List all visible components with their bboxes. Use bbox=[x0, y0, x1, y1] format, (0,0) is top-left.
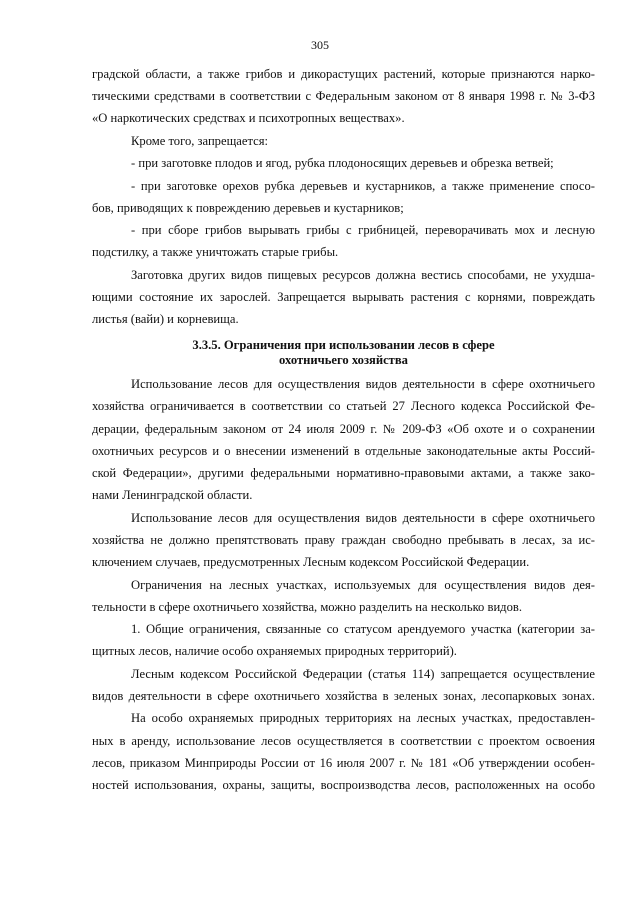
text-line: - при заготовке плодов и ягод, рубка плодоносящих деревьев и обрезка ветвей; bbox=[131, 156, 554, 170]
text-line: тельности в сфере охотничьего хозяйства, можно разделить на несколько видов. bbox=[92, 600, 522, 614]
text-line: На особо охраняемых природных территориях на лесных участках, предоставлен- bbox=[131, 711, 595, 725]
section-heading-line: охотничьего хозяйства bbox=[279, 353, 408, 367]
text-line: ностей использования, охраны, защиты, воспроизводства лесов, расположенных на особо bbox=[92, 778, 595, 792]
text-line: «О наркотических средствах и психотропных веществах». bbox=[92, 111, 405, 125]
text-line: Заготовка других видов пищевых ресурсов должна вестись способами, не ухудша- bbox=[131, 268, 595, 282]
page-number: 305 bbox=[311, 38, 329, 52]
text-line: ской Федерации», другими федеральными нормативно-правовыми актами, а также зако- bbox=[92, 466, 595, 480]
text-line: тическими средствами в соответствии с Федеральным законом от 8 января 1998 г. № 3-ФЗ bbox=[92, 89, 595, 103]
text-line: дерации, федеральным законом от 24 июля 2009 г. № 209-ФЗ «Об охоте и о сохранении bbox=[92, 422, 595, 436]
text-line: Кроме того, запрещается: bbox=[131, 134, 268, 148]
text-line: - при заготовке орехов рубка деревьев и кустарников, а также применение спосо- bbox=[131, 179, 595, 193]
text-line: градской области, а также грибов и дикорастущих растений, которые признаются нарко- bbox=[92, 67, 595, 81]
text-line: ключением случаев, предусмотренных Лесным кодексом Российской Федерации. bbox=[92, 555, 530, 569]
text-line: видов деятельности в сфере охотничьего хозяйства в зеленых зонах, лесопарковых зонах. bbox=[92, 689, 595, 703]
section-heading-line: 3.3.5. Ограничения при использовании лесов в сфере bbox=[192, 338, 495, 352]
text-line: хозяйства не должно препятствовать праву граждан свободно пребывать в лесах, за ис- bbox=[92, 533, 595, 547]
text-line: охотничьих ресурсов и о внесении изменений в отдельные законодательные акты Россий- bbox=[92, 444, 595, 458]
text-line: бов, приводящих к повреждению деревьев и кустарников; bbox=[92, 201, 404, 215]
text-line: Ограничения на лесных участках, используемых для осуществления видов дея- bbox=[131, 578, 595, 592]
text-line: нами Ленинградской области. bbox=[92, 488, 253, 502]
text-line: листья (вайи) и корневища. bbox=[92, 312, 239, 326]
text-line: - при сборе грибов вырывать грибы с грибницей, переворачивать мох и лесную bbox=[131, 223, 595, 237]
text-line: лесов, приказом Минприроды России от 16 июля 2007 г. № 181 «Об утверждении особен- bbox=[92, 756, 595, 770]
text-line: Лесным кодексом Российской Федерации (статья 114) запрещается осуществление bbox=[131, 667, 595, 681]
text-line: Использование лесов для осуществления видов деятельности в сфере охотничьего bbox=[131, 511, 595, 525]
text-line: 1. Общие ограничения, связанные со статусом арендуемого участка (категории за- bbox=[131, 622, 595, 636]
text-line: щитных лесов, наличие особо охраняемых природных территорий). bbox=[92, 644, 457, 658]
text-line: Использование лесов для осуществления видов деятельности в сфере охотничьего bbox=[131, 377, 595, 391]
text-line: хозяйства ограничивается в соответствии со статьей 27 Лесного кодекса Российской Фе- bbox=[92, 399, 595, 413]
text-line: ющими состояние их зарослей. Запрещается вырывать растения с корнями, повреждать bbox=[92, 290, 595, 304]
text-line: ных в аренду, использование лесов осуществляется в соответствии с проектом освоения bbox=[92, 734, 595, 748]
text-line: подстилку, а также уничтожать старые грибы. bbox=[92, 245, 339, 259]
